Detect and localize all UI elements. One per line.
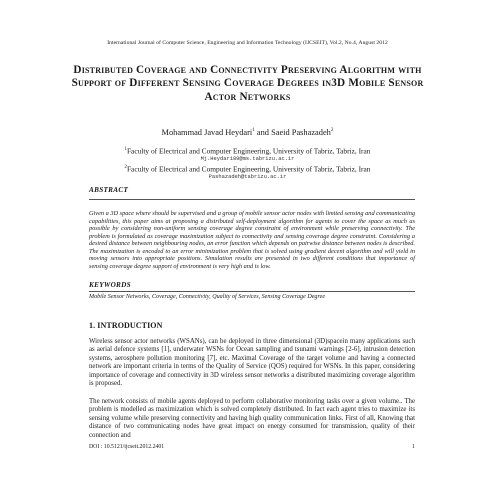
abstract-rule: [89, 199, 415, 200]
affiliation-mark: 2: [124, 165, 127, 170]
page-footer: [89, 444, 415, 450]
page-number: 1: [412, 444, 415, 450]
author-email: Pashazadeh@tabrizu.ac.ir: [208, 173, 287, 180]
affiliation-mark: 1: [124, 147, 127, 152]
author-affiliation-mark: 2: [330, 127, 334, 133]
author-connector: and: [254, 127, 272, 137]
author-email: Mj.Heydari89@ms.tabrizu.ac.ir: [200, 155, 295, 162]
journal-header: International Journal of Computer Science, Engineering and Information Technology (IJCSEIT), Vol.2, No.4, August 2012: [107, 40, 388, 46]
abstract-heading: ABSTRACT: [89, 186, 129, 194]
keywords-heading: KEYWORDS: [89, 281, 131, 289]
affiliation-text: Faculty of Electrical and Computer Engineering, University of Tabriz, Tabriz, Iran: [126, 146, 371, 156]
author-name: Saeid Pashazadeh: [271, 127, 331, 137]
author-line: [0, 127, 495, 137]
affiliation-text: Faculty of Electrical and Computer Engineering, University of Tabriz, Tabriz, Iran: [126, 164, 371, 174]
introduction-paragraph: Wireless sensor actor networks (WSANs), can be deployed in three dimensional (3D)spacein many applications such as aerial defence systems [1], underwater WSNs for Ocean sampling and tsunami warnings [2-6], intrusion detection systems, aerosphere pollution monitoring [7], etc. Maximal Coverage of the target volume and having a connected network are important criteria in terms of the Quality of Service (QOS) required for WSNs. In this paper, considering importance of coverage and connectivity in 3D wireless sensor networks a distributed maximizing coverage algorithm is proposed.: [89, 338, 415, 388]
keywords-rule: [89, 291, 415, 292]
author-name: Mohammad Javad Heydari: [161, 127, 253, 137]
affiliation: [0, 145, 495, 155]
doi-text: DOI : 10.5121/ijcseit.2012.2401: [89, 444, 165, 450]
introduction-paragraph: The network consists of mobile agents deployed to perform collaborative monitoring tasks over a given volume.. The problem is modelled as maximization which is solved completely distributed. In fact each agent tries to maximize its sensing volume while preserving connectivity and having high quality communication links. First of all, Knowing that distance of two communicating nodes have great impact on energy consumed for transmission, quality of their connection and: [89, 398, 415, 439]
affiliation: [0, 163, 495, 173]
author-affiliation-mark: 1: [252, 127, 255, 133]
introduction-heading: 1. INTRODUCTION: [89, 321, 163, 330]
keywords-text: Mobile Sensor Networks, Coverage, Connectivity, Quality of Services, Sensing Coverage Degree: [89, 294, 326, 300]
abstract-text: Given a 3D space where should be supervised and a group of mobile sensor actor nodes with limited sensing and communicating capabilities, this paper aims at proposing a distributed self-deployment algorithm for agents to cover the space as much as possible by considering non-uniform sensing coverage degree constraint of environment while preserving connectivity. The problem is formulated as coverage maximization subject to connectivity and sensing coverage degree constraint. Considering a desired distance between neighbouring nodes, an error function which depends on pairwise distance between nodes is described. The maximization is encoded to an error minimization problem that is solved using gradient decent algorithm and will yield in moving sensors into appropriate positions. Simulation results are presented in two different conditions that importance of sensing coverage degree support of environment is very high and is low.: [89, 210, 415, 270]
paper-title: Distributed Coverage and Connectivity Preserving Algorithm with Support of Different Sensing Coverage Degrees in3D Mobile Sensor Actor Networks: [71, 64, 424, 103]
